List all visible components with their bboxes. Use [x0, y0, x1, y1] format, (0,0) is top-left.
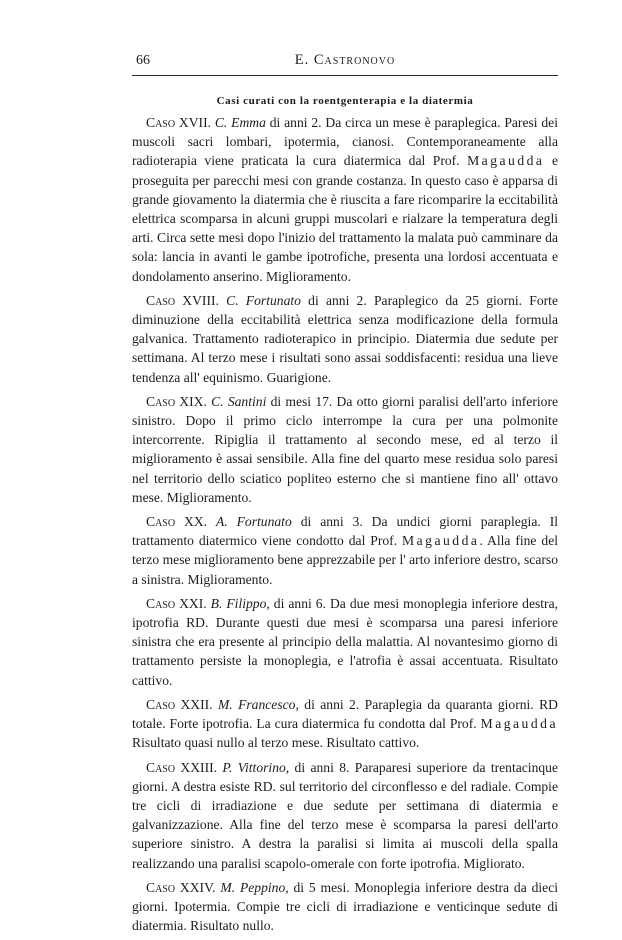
case-paragraph [132, 758, 558, 873]
case-paragraph [132, 594, 558, 690]
section-heading: Casi curati con la roentgenterapia e la diatermia [216, 95, 474, 107]
case-text: di anni 2. Paraplegico da 25 giorni. Forte diminuzione della eccitabilità elettrica senza modificazione della formula galvanica. Trattamento radioterapico in principio. Diatermia due sedute per settimana. Al terzo mese i risultati sono assai soddisfacenti: residua una lieve tendenza all' equinismo. Guarigione. [132, 292, 558, 385]
case-text: di mesi 17. Da otto giorni paralisi dell'arto inferiore sinistro. Dopo il primo ciclo interrompe la cura per una polmonite intercorrente. Ripiglia il trattamento al secondo mese, ed al terzo il miglioramento è assai sensibile. Alla fine del quarto mese residua solo paresi nel territorio dello sciatico popliteo esterno che si mantiene fino all' ottavo mese. Miglioramento. [132, 393, 558, 505]
case-label: Caso XXI. [146, 595, 207, 611]
patient-name: B. Filippo, [210, 595, 270, 611]
running-head [132, 49, 558, 75]
case-paragraph [132, 113, 558, 286]
case-text: di anni 2. Da circa un mese è paraplegica. Paresi dei muscoli sacri lombari, ipotermia, cianosi. Contemporaneamente alla radioterapia viene praticata la cura diatermica dal Prof. [132, 115, 558, 169]
body-text [132, 113, 558, 940]
case-text: di anni 2. Paraplegia da quaranta giorni. RD totale. Forte ipotrofia. La cura diatermica fu condotta dal Prof. [132, 696, 558, 732]
case-label: Caso XVIII. [146, 292, 219, 308]
case-paragraph [132, 695, 558, 753]
case-text-continued: Risultato quasi nullo al terzo mese. Risultato cattivo. [132, 735, 420, 751]
case-text: di anni 8. Paraparesi superiore da trentacinque giorni. A destra esiste RD. sul territorio del circonflesso e del radiale. Compie tre cicli di irradiazione e due sedute per settimana di diatermia e galvanizzazione. Alla fine del terzo mese è scomparsa la paresi dell'arto superiore sinistro. A destra la paralisi si limita ai muscoli della spalla realizzando una paralisi scapolo-omerale con forte ipotrofia. Migliorato. [132, 759, 558, 871]
case-label: Caso XX. [146, 514, 208, 530]
professor-name: Magaudda [480, 716, 558, 732]
patient-name: C. Emma [214, 115, 266, 130]
case-label: Caso XXIII. [146, 759, 218, 775]
case-label: Caso XXIV. [146, 879, 216, 895]
case-text-continued: e proseguita per parecchi mesi con grande costanza. In questo caso è apparsa di grande giovamento la diatermia che è riuscita a fare ricomparire la eccitabilità elettrica scomparsa in alcuni gruppi muscolari e rialzare la temperatura degli arti. Circa sette mesi dopo l'inizio del trattamento la malata può camminare da sola: lancia in avanti le gambe ipotrofiche, presenta una lordosi accentuata e dondolamento anserino. Miglioramento. [132, 153, 558, 284]
case-paragraph [132, 512, 558, 589]
case-paragraph [132, 392, 558, 507]
page-number: 66 [136, 53, 150, 68]
professor-name: Magaudda [402, 533, 480, 549]
patient-name: C. Santini [211, 393, 267, 409]
patient-name: P. Vittorino, [222, 759, 290, 775]
case-label: Caso XXII. [146, 696, 213, 712]
patient-name: C. Fortunato [226, 292, 301, 308]
case-text: di anni 3. Da undici giorni paraplegia. Il trattamento diatermico viene condotto dal Prof. [132, 514, 559, 549]
case-label: Caso XIX. [146, 393, 207, 409]
case-label: Caso XVII. [146, 115, 211, 130]
case-text: di 5 mesi. Monoplegia inferiore destra da dieci giorni. Ipotermia. Compie tre cicli di irradiazione e venticinque sedute di diatermia. Risultato nullo. [132, 879, 559, 934]
patient-name: M. Peppino, [220, 879, 289, 895]
running-title: E. Castronovo [294, 52, 396, 68]
patient-name: A. Fortunato [215, 514, 292, 530]
patient-name: M. Francesco, [217, 696, 299, 712]
case-text: di anni 6. Da due mesi monoplegia inferiore destra, ipotrofia RD. Durante questi due mesi è scomparsa una paresi inferiore sinistra che era presente al principio della malattia. Al novantesimo giorno di trattamento persiste la monoplegia, e l'atrofia è assai accentuata. Risultato cattivo. [132, 595, 558, 688]
case-paragraph [132, 878, 558, 936]
case-text-continued: . Alla fine del terzo mese miglioramento bene apprezzabile per l' arto inferiore destro, scarso a sinistra. Miglioramento. [132, 533, 558, 587]
case-paragraph [132, 291, 558, 387]
header-rule [132, 75, 558, 76]
professor-name: Magaudda [467, 153, 545, 169]
